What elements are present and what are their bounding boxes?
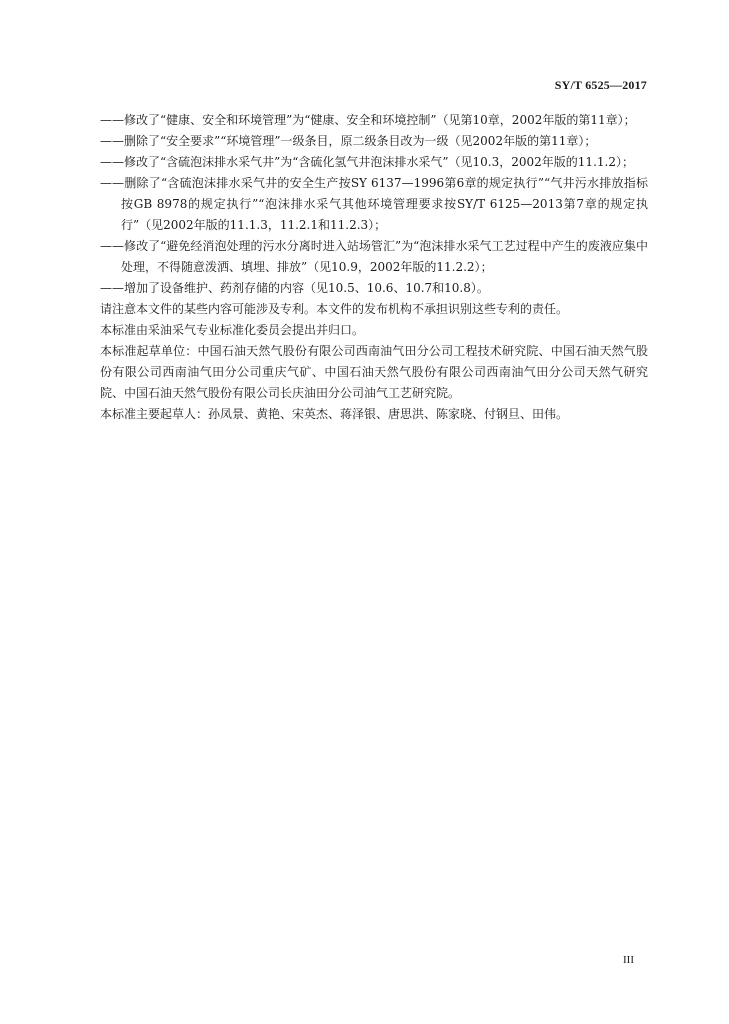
drafters: 本标准主要起草人：孙凤景、黄艳、宋英杰、蒋泽银、唐思洪、陈家晓、付钢旦、田伟。: [100, 407, 569, 421]
proposed-by: 本标准由采油采气专业标准化委员会提出并归口。: [100, 323, 365, 337]
patent-note: 请注意本文件的某些内容可能涉及专利。本文件的发布机构不承担识别这些专利的责任。: [100, 302, 569, 316]
change-item-6: ——增加了设备维护、药剂存储的内容（见10.5、10.6、10.7和10.8）。: [100, 281, 489, 295]
change-item-5: ——修改了“避免经消泡处理的污水分离时进入站场管汇”为“泡沫排水采气工艺过程中产生的废液应集中处理，不得随意泼洒、填埋、排放”（见10.9，2002年版的11.2.2）；: [100, 239, 648, 274]
change-item-4: ——删除了“含硫泡沫排水采气井的安全生产按SY 6137—1996第6章的规定执行”“气井污水排放指标按GB 8978的规定执行”“泡沫排水采气其他环境管理要求按SY/T 6125—2013第7章的规定执行”（见2002年版的11.1.3，11.2.1和11.2.3）；: [100, 176, 648, 232]
standard-code: SY/T 6525—2017: [554, 78, 647, 92]
page-number: III: [623, 954, 634, 966]
foreword-body: [100, 110, 648, 425]
drafting-units: 本标准起草单位：中国石油天然气股份有限公司西南油气田分公司工程技术研究院、中国石油天然气股份有限公司西南油气田分公司重庆气矿、中国石油天然气股份有限公司西南油气田分公司天然气研究院、中国石油天然气股份有限公司长庆油田分公司油气工艺研究院。: [100, 344, 648, 400]
change-item-1: ——修改了“健康、安全和环境管理”为“健康、安全和环境控制”（见第10章，2002年版的第11章）；: [100, 113, 636, 127]
change-item-3: ——修改了“含硫泡沫排水采气井”为“含硫化氢气井泡沫排水采气”（见10.3，2002年版的11.1.2）；: [100, 155, 634, 169]
change-item-2: ——删除了“安全要求”“环境管理”一级条目，原二级条目改为一级（见2002年版的第11章）；: [100, 134, 597, 148]
